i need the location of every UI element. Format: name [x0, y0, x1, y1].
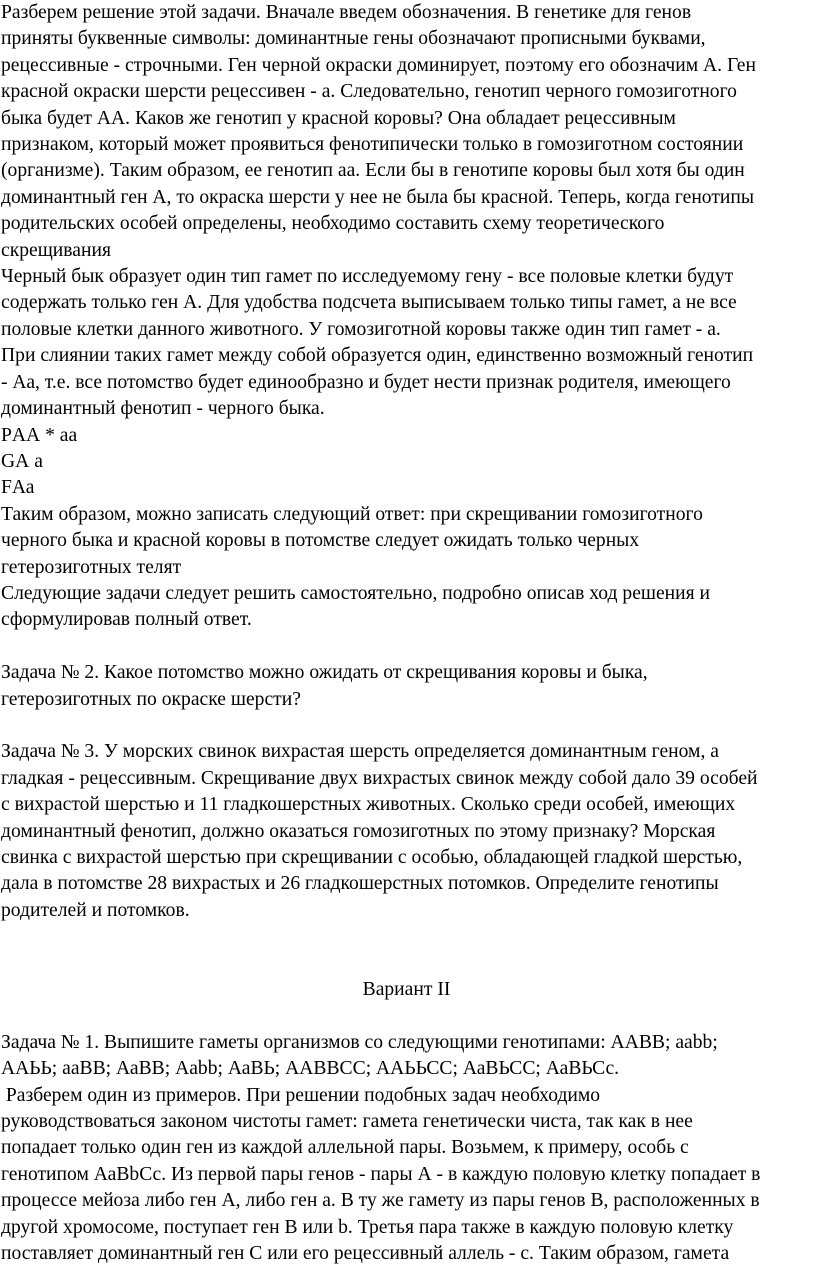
text-line: гетерозиготных телят: [1, 556, 182, 578]
text-line: Задача № 3. У морских свинок вихрастая шерсть определяется доминантным геном, а: [1, 741, 719, 763]
crossing-scheme: [1, 423, 812, 502]
text-line: половые клетки данного животного. У гомозиготной коровы также один тип гамет - а.: [1, 318, 721, 340]
paragraph-answer: [1, 502, 812, 581]
text-line: родительских особей определены, необходимо составить схему теоретического: [1, 213, 665, 235]
text-line: красной окраски шерсти рецессивен - а. Следовательно, генотип черного гомозиготного: [1, 81, 737, 103]
text-line: с вихрастой шерстью и 11 гладкошерстных животных. Сколько среди особей, имеющих: [1, 794, 736, 816]
text-line: Разберем один из примеров. При решении подобных задач необходимо: [1, 1084, 601, 1106]
scheme-offspring: FАа: [1, 477, 35, 499]
text-line: (организме). Таким образом, ее генотип аа. Если бы в генотипе коровы был хотя бы один: [1, 160, 745, 182]
text-line: рецессивные - строчными. Ген черной окраски доминирует, поэтому его обозначим А. Ген: [1, 54, 756, 76]
task-2: [1, 660, 812, 713]
text-line: родителей и потомков.: [1, 899, 190, 921]
text-line: дала в потомстве 28 вихрастых и 26 гладкошерстных потомков. Определите генотипы: [1, 873, 719, 895]
text-line: Разберем решение этой задачи. Вначале введем обозначения. В генетике для генов: [1, 2, 692, 23]
text-line: гладкая - рецессивным. Скрещивание двух вихрастых свинок между собой дало 39 особей: [1, 767, 758, 789]
paragraph-solution-intro: [1, 0, 812, 264]
scheme-gametes: GА а: [1, 450, 43, 472]
text-line: генотипом АаВbСс. Из первой пары генов - пары А - в каждую половую клетку попадает в: [1, 1163, 761, 1185]
text-line: Таким образом, можно записать следующий ответ: при скрещивании гомозиготного: [1, 503, 703, 525]
text-line: Задача № 1. Выпишите гаметы организмов со следующими генотипами: ААВВ; aabb;: [1, 1031, 718, 1053]
text-line: доминантный ген А, то окраска шерсти у нее не была бы красной. Теперь, когда генотипы: [1, 186, 755, 208]
text-line: доминантный фенотип - черного быка.: [1, 398, 325, 420]
variant-2-task-1: [1, 1030, 812, 1267]
text-line: другой хромосоме, поступает ген В или b. Третья пара также в каждую половую клетку: [1, 1216, 734, 1238]
spacer: [1, 713, 812, 739]
paragraph-gametes: [1, 264, 812, 422]
text-line: гетерозиготных по окраске шерсти?: [1, 688, 301, 710]
text-line: черного быка и красной коровы в потомстве следует ожидать только черных: [1, 530, 640, 552]
text-line: поставляет доминантный ген С или его рецессивный аллель - с. Таким образом, гамета: [1, 1243, 730, 1265]
text-line: При слиянии таких гамет между собой образуется один, единственно возможный генотип: [1, 345, 754, 367]
text-line: сформулировав полный ответ.: [1, 609, 252, 631]
text-line: признаком, который может проявиться фенотипически только в гомозиготном состоянии: [1, 134, 744, 156]
text-line: процессе мейоза либо ген А, либо ген а. В ту же гамету из пары генов В, расположенных в: [1, 1190, 760, 1212]
spacer: [1, 1003, 812, 1029]
text-line: - Аа, т.е. все потомство будет единообразно и будет нести признак родителя, имеющего: [1, 371, 731, 393]
spacer: [1, 924, 812, 977]
task-3: [1, 739, 812, 924]
paragraph-instructions: [1, 581, 812, 634]
scheme-parents: PАА * аа: [1, 424, 78, 446]
text-line: быка будет АА. Каков же генотип у красной коровы? Она обладает рецессивным: [1, 107, 676, 129]
spacer: [1, 634, 812, 660]
text-line: Задача № 2. Какое потомство можно ожидать от скрещивания коровы и быка,: [1, 662, 648, 684]
text-line: свинка с вихрастой шерстью при скрещивании с особью, обладающей гладкой шерстью,: [1, 846, 743, 868]
text-line: ААЬЬ; ааВВ; АаВВ; Aabb; АаВЬ; ААВВСС; ААЬЬСС; АаВЬСС; АаВЬСс.: [1, 1058, 620, 1080]
text-line: скрещивания: [1, 239, 111, 261]
section-heading-variant-2: Вариант II: [362, 978, 451, 1000]
text-line: доминантный фенотип, должно оказаться гомозиготных по этому признаку? Морская: [1, 820, 716, 842]
text-line: попадает только один ген из каждой аллельной пары. Возьмем, к примеру, особь с: [1, 1137, 689, 1159]
text-line: содержать только ген А. Для удобства подсчета выписываем только типы гамет, а не все: [1, 292, 737, 314]
text-line: Следующие задачи следует решить самостоятельно, подробно описав ход решения и: [1, 582, 711, 604]
text-line: руководствоваться законом чистоты гамет: гамета генетически чиста, так как в нее: [1, 1111, 693, 1132]
text-line: приняты буквенные символы: доминантные гены обозначают прописными буквами,: [1, 28, 706, 50]
text-line: Черный бык образует один тип гамет по исследуемому гену - все половые клетки будут: [1, 266, 734, 288]
